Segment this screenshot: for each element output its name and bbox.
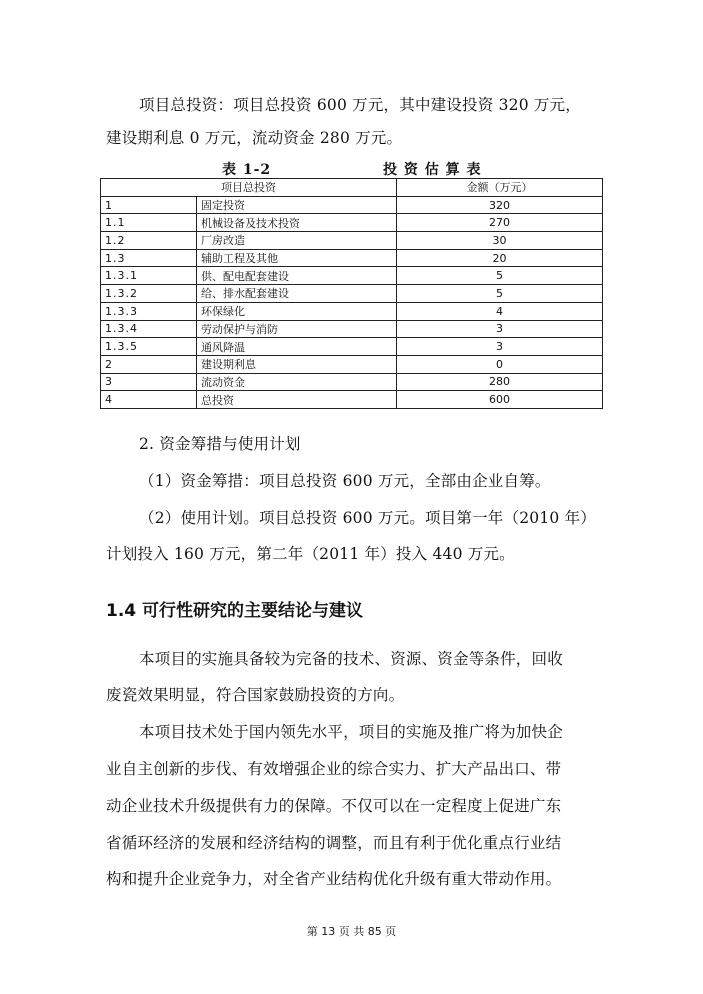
conclusion-para-2-line-4: 省循环经济的发展和经济结构的调整，而且有利于优化重点行业结 bbox=[106, 834, 562, 852]
conclusion-para-1-line-2: 废瓷效果明显，符合国家鼓励投资的方向。 bbox=[106, 686, 405, 704]
row-amount: 30 bbox=[397, 232, 603, 250]
conclusion-para-1-line-1: 本项目的实施具备较为完备的技术、资源、资金等条件，回收 bbox=[139, 650, 563, 668]
table-row bbox=[101, 196, 603, 214]
table-caption-label: 表 1-2 bbox=[222, 162, 272, 178]
funding-title: 2. 资金筹措与使用计划 bbox=[139, 435, 301, 453]
table-header-row bbox=[101, 179, 603, 197]
row-code: 1.1 bbox=[101, 214, 197, 232]
header-amount: 金额（万元） bbox=[397, 179, 603, 197]
row-amount: 5 bbox=[397, 267, 603, 285]
row-name: 固定投资 bbox=[197, 196, 397, 214]
row-code: 1 bbox=[101, 196, 197, 214]
row-amount: 600 bbox=[397, 391, 603, 409]
page-number: 第 13 页 共 85 页 bbox=[306, 925, 397, 938]
row-name: 给、排水配套建设 bbox=[197, 285, 397, 303]
funding-item-2-line-2: 计划投入 160 万元，第二年（2011 年）投入 440 万元。 bbox=[106, 545, 515, 563]
funding-item-1: （1）资金筹措：项目总投资 600 万元，全部由企业自筹。 bbox=[139, 472, 551, 490]
row-name: 厂房改造 bbox=[197, 232, 397, 250]
table-row bbox=[101, 285, 603, 303]
table-row bbox=[101, 373, 603, 391]
row-code: 1.3.4 bbox=[101, 320, 197, 338]
table-row bbox=[101, 320, 603, 338]
table-row bbox=[101, 338, 603, 356]
header-item: 项目总投资 bbox=[101, 179, 397, 197]
row-name: 建设期利息 bbox=[197, 355, 397, 373]
row-code: 2 bbox=[101, 355, 197, 373]
section-heading: 1.4 可行性研究的主要结论与建议 bbox=[106, 601, 364, 621]
row-amount: 20 bbox=[397, 249, 603, 267]
conclusion-para-2-line-3: 动企业技术升级提供有力的保障。不仅可以在一定程度上促进广东 bbox=[106, 797, 562, 815]
row-name: 机械设备及技术投资 bbox=[197, 214, 397, 232]
row-code: 1.3.2 bbox=[101, 285, 197, 303]
intro-line-1: 项目总投资：项目总投资 600 万元，其中建设投资 320 万元， bbox=[139, 96, 581, 114]
row-name: 劳动保护与消防 bbox=[197, 320, 397, 338]
row-amount: 5 bbox=[397, 285, 603, 303]
table-caption-title: 投 资 估 算 表 bbox=[383, 162, 482, 178]
row-amount: 320 bbox=[397, 196, 603, 214]
row-name: 流动资金 bbox=[197, 373, 397, 391]
table-row bbox=[101, 232, 603, 250]
row-code: 4 bbox=[101, 391, 197, 409]
row-name: 供、配电配套建设 bbox=[197, 267, 397, 285]
row-amount: 270 bbox=[397, 214, 603, 232]
table-row bbox=[101, 214, 603, 232]
conclusion-para-2-line-2: 业自主创新的步伐、有效增强企业的综合实力、扩大产品出口、带 bbox=[106, 760, 562, 778]
row-amount: 3 bbox=[397, 338, 603, 356]
row-amount: 3 bbox=[397, 320, 603, 338]
row-code: 1.3.3 bbox=[101, 302, 197, 320]
row-amount: 4 bbox=[397, 302, 603, 320]
conclusion-para-2-line-1: 本项目技术处于国内领先水平，项目的实施及推广将为加快企 bbox=[139, 723, 563, 741]
row-name: 总投资 bbox=[197, 391, 397, 409]
row-code: 1.3.5 bbox=[101, 338, 197, 356]
row-amount: 280 bbox=[397, 373, 603, 391]
row-amount: 0 bbox=[397, 355, 603, 373]
row-code: 1.2 bbox=[101, 232, 197, 250]
funding-item-2-line-1: （2）使用计划。项目总投资 600 万元。项目第一年（2010 年） bbox=[139, 509, 596, 527]
row-name: 环保绿化 bbox=[197, 302, 397, 320]
intro-line-2: 建设期利息 0 万元，流动资金 280 万元。 bbox=[106, 129, 403, 147]
table-row bbox=[101, 249, 603, 267]
row-name: 通风降温 bbox=[197, 338, 397, 356]
investment-table bbox=[100, 178, 603, 409]
table-row bbox=[101, 355, 603, 373]
row-code: 1.3 bbox=[101, 249, 197, 267]
table-row bbox=[101, 267, 603, 285]
conclusion-para-2-line-5: 构和提升企业竞争力，对全省产业结构优化升级有重大带动作用。 bbox=[106, 870, 562, 888]
table-row bbox=[101, 391, 603, 409]
table-row bbox=[101, 302, 603, 320]
row-name: 辅助工程及其他 bbox=[197, 249, 397, 267]
row-code: 1.3.1 bbox=[101, 267, 197, 285]
row-code: 3 bbox=[101, 373, 197, 391]
